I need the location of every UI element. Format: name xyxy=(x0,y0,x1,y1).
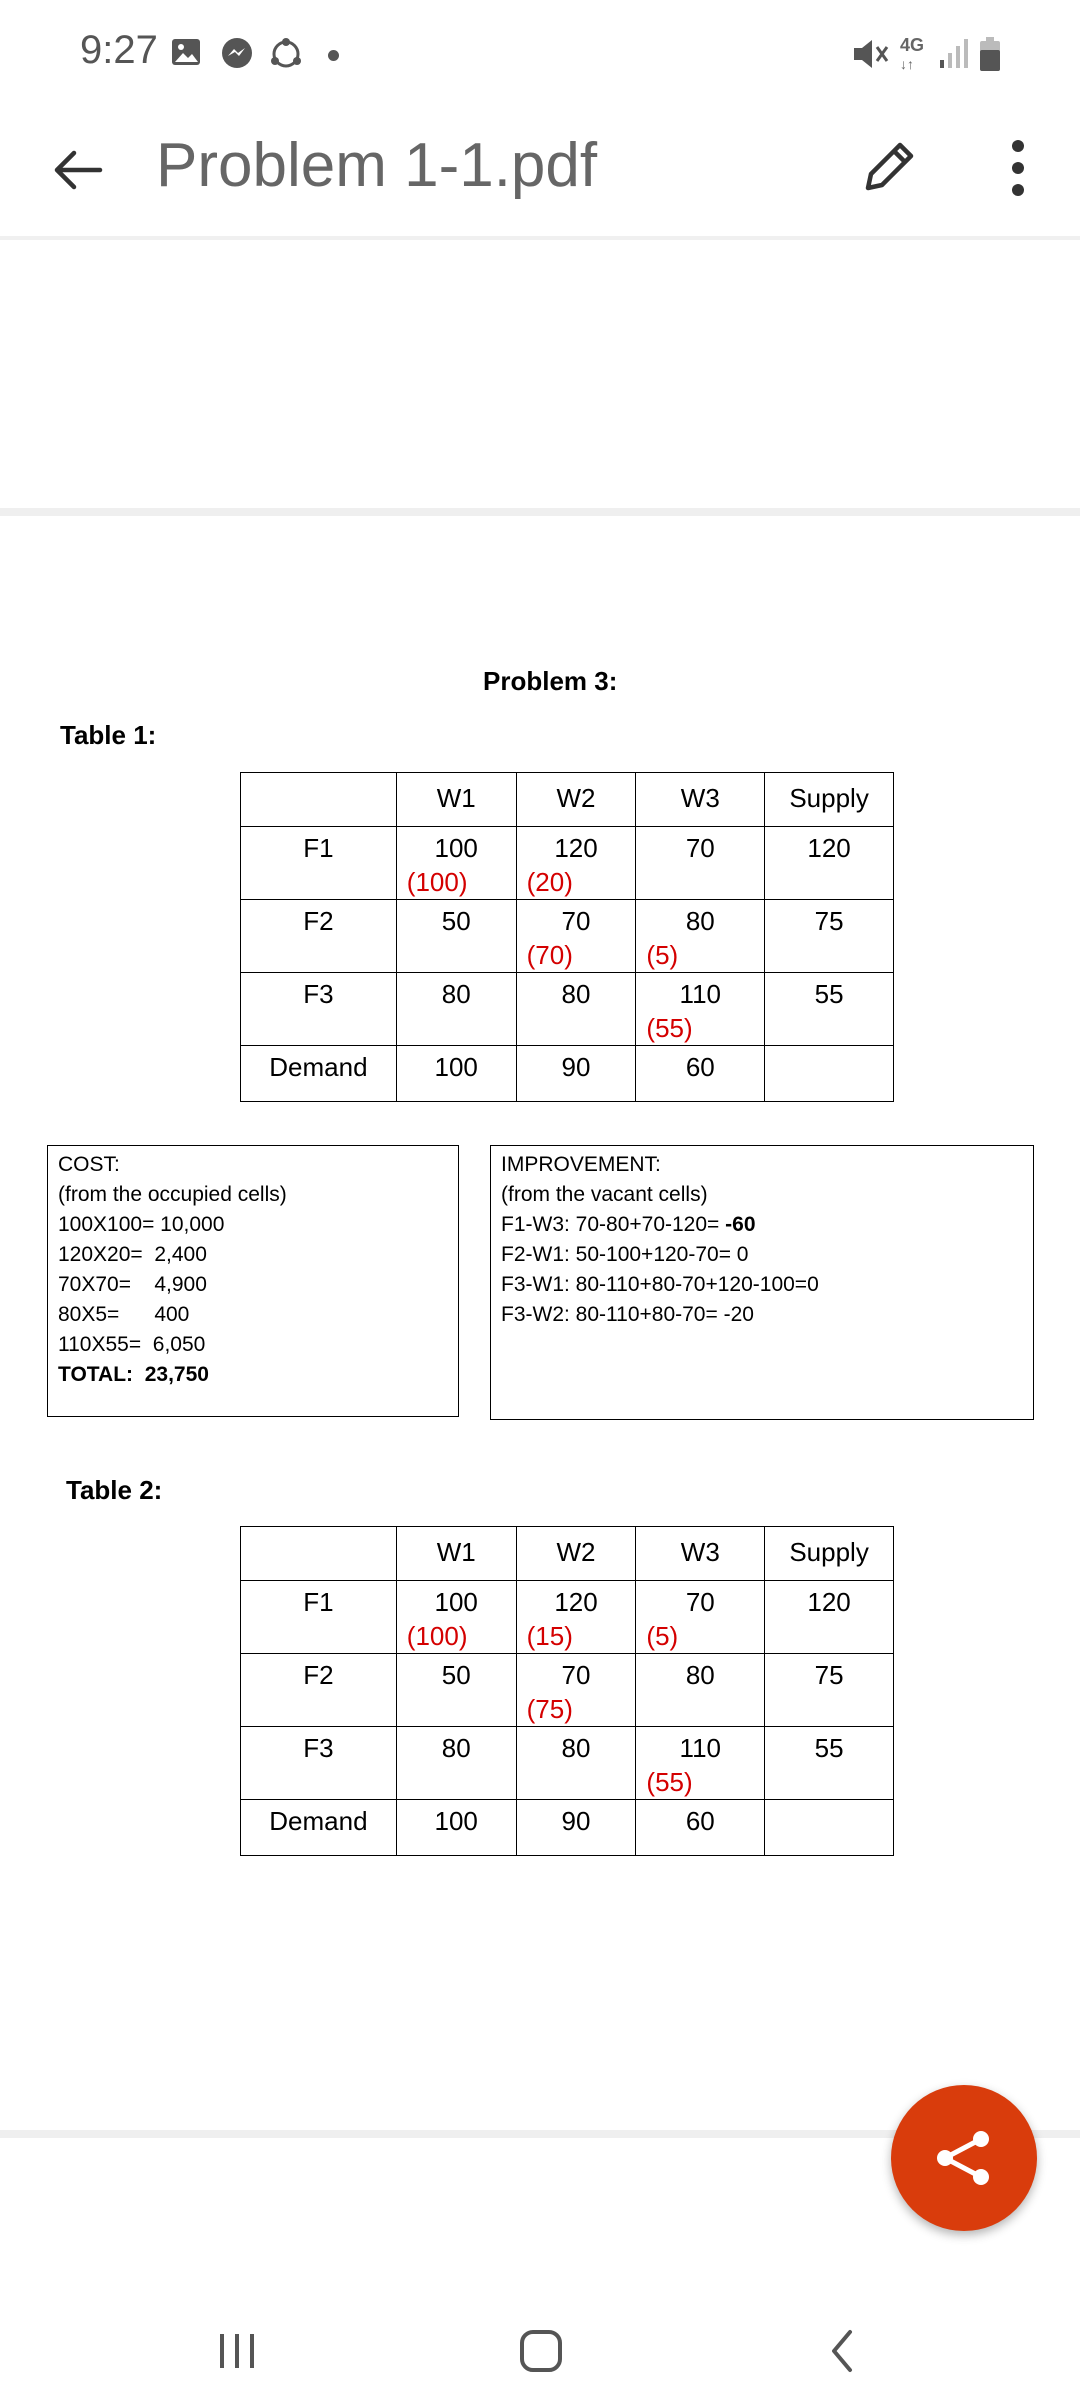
problem-title: Problem 3: xyxy=(483,666,618,696)
demand-cell xyxy=(765,1800,894,1856)
status-bar xyxy=(0,0,1080,110)
notification-dot xyxy=(328,50,339,61)
demand-cell xyxy=(765,1046,894,1102)
messenger-icon xyxy=(220,36,254,70)
row-label: Demand xyxy=(241,1046,397,1102)
supply-cell: 120 xyxy=(765,1581,894,1654)
cost-cell: 50 xyxy=(396,900,516,973)
table-row xyxy=(241,1654,894,1727)
header-cell: W2 xyxy=(516,1527,636,1581)
header-cell: W3 xyxy=(636,1527,765,1581)
back-arrow-icon[interactable] xyxy=(48,140,108,200)
row-label: F2 xyxy=(241,1654,397,1727)
transport-table-2 xyxy=(240,1526,894,1856)
cost-cell: 110 (55) xyxy=(636,1727,765,1800)
supply-cell: 75 xyxy=(765,1654,894,1727)
table-row xyxy=(241,1581,894,1654)
system-nav-bar xyxy=(0,2300,1080,2400)
table2-heading: Table 2: xyxy=(66,1475,163,1505)
supply-cell: 55 xyxy=(765,973,894,1046)
header-cell: W2 xyxy=(516,773,636,827)
demand-cell: 100 xyxy=(396,1800,516,1856)
supply-cell: 75 xyxy=(765,900,894,973)
cost-cell: 80 xyxy=(516,973,636,1046)
table-row xyxy=(241,1800,894,1856)
cost-cell: 80 xyxy=(636,1654,765,1727)
cost-cell: 100 (100) xyxy=(396,1581,516,1654)
header-cell: Supply xyxy=(765,1527,894,1581)
cost-cell: 100 (100) xyxy=(396,827,516,900)
table-row xyxy=(241,827,894,900)
cost-cell: 80 xyxy=(396,973,516,1046)
table1-heading: Table 1: xyxy=(60,720,157,750)
cost-cell: 70 (75) xyxy=(516,1654,636,1727)
demand-cell: 60 xyxy=(636,1046,765,1102)
home-icon[interactable] xyxy=(516,2320,566,2380)
row-label: F2 xyxy=(241,900,397,973)
cost-cell: 50 xyxy=(396,1654,516,1727)
app-bar-shadow xyxy=(0,236,1080,240)
edit-pencil-icon[interactable] xyxy=(858,134,922,198)
signal-icon xyxy=(938,36,972,70)
header-cell xyxy=(241,773,397,827)
header-cell: W1 xyxy=(396,1527,516,1581)
cost-cell: 70 xyxy=(636,827,765,900)
header-cell: W1 xyxy=(396,773,516,827)
improvement-box: IMPROVEMENT: (from the vacant cells) F1-W3: 70-80+70-120= -60 F2-W1: 50-100+120-70= 0 F3-W1: 80-110+80-70+120-100=0 F3-W2: 80-110+80-70= -20 xyxy=(490,1145,1034,1420)
cost-cell: 110 (55) xyxy=(636,973,765,1046)
cost-cell: 80 (5) xyxy=(636,900,765,973)
cost-cell: 120 (15) xyxy=(516,1581,636,1654)
share-icon xyxy=(931,2125,997,2191)
nav-back-icon[interactable] xyxy=(822,2320,862,2380)
battery-icon xyxy=(978,36,1002,72)
table-row xyxy=(241,1727,894,1800)
app-bar xyxy=(0,110,1080,236)
row-label: F1 xyxy=(241,1581,397,1654)
document-title: Problem 1-1.pdf xyxy=(156,131,598,200)
page-separator xyxy=(0,508,1080,516)
table-row xyxy=(241,973,894,1046)
cost-cell: 70 (5) xyxy=(636,1581,765,1654)
row-label: F3 xyxy=(241,973,397,1046)
sync-icon xyxy=(268,36,304,72)
cost-box: COST: (from the occupied cells) 100X100= 10,000 120X20= 2,400 70X70= 4,900 80X5= 400 110X55= 6,050 TOTAL: 23,750 xyxy=(47,1145,459,1417)
status-time: 9:27 xyxy=(80,28,158,72)
row-label: Demand xyxy=(241,1800,397,1856)
cost-cell: 80 xyxy=(396,1727,516,1800)
more-vert-icon[interactable] xyxy=(998,136,1038,200)
gallery-icon xyxy=(170,36,202,68)
supply-cell: 120 xyxy=(765,827,894,900)
header-cell: W3 xyxy=(636,773,765,827)
demand-cell: 90 xyxy=(516,1800,636,1856)
cost-cell: 70 (70) xyxy=(516,900,636,973)
demand-cell: 100 xyxy=(396,1046,516,1102)
share-button[interactable] xyxy=(891,2085,1037,2231)
mute-icon xyxy=(850,36,890,72)
demand-cell: 90 xyxy=(516,1046,636,1102)
cost-cell: 80 xyxy=(516,1727,636,1800)
table-row xyxy=(241,900,894,973)
cost-cell: 120 (20) xyxy=(516,827,636,900)
header-cell: Supply xyxy=(765,773,894,827)
recents-icon[interactable] xyxy=(216,2320,260,2380)
transport-table-1 xyxy=(240,772,894,1102)
table-row xyxy=(241,1046,894,1102)
demand-cell: 60 xyxy=(636,1800,765,1856)
row-label: F1 xyxy=(241,827,397,900)
header-cell xyxy=(241,1527,397,1581)
row-label: F3 xyxy=(241,1727,397,1800)
network-indicator: 4G ↓↑ xyxy=(900,35,925,72)
supply-cell: 55 xyxy=(765,1727,894,1800)
